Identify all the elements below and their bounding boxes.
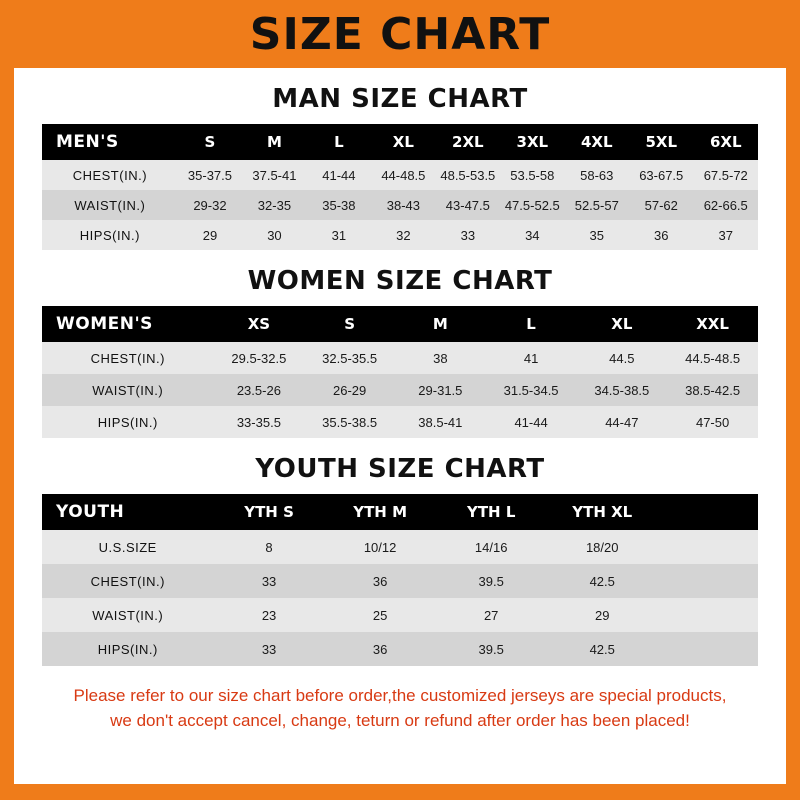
women-r0-c2: 38 [395, 342, 486, 374]
man-r2-c7: 36 [629, 220, 693, 250]
section-women [42, 266, 758, 438]
women-r1-c3: 31.5-34.5 [486, 374, 577, 406]
man-r0-c6: 58-63 [565, 160, 629, 190]
table-row [42, 406, 758, 438]
footer-note-line-1: Please refer to our size chart before order,the customized jerseys are special products, [73, 686, 727, 705]
women-col-0: XS [214, 306, 305, 342]
youth-row-1-label: CHEST(IN.) [42, 564, 214, 598]
women-col-3: L [486, 306, 577, 342]
youth-table-body [42, 530, 758, 666]
content-area [14, 84, 786, 733]
table-row [42, 598, 758, 632]
youth-row-3-label: HIPS(IN.) [42, 632, 214, 666]
women-table-body [42, 342, 758, 438]
youth-col-3: YTH XL [547, 494, 658, 530]
table-row [42, 220, 758, 250]
man-table-head [42, 124, 758, 160]
man-size-table [42, 124, 758, 250]
man-r1-c4: 43-47.5 [436, 190, 500, 220]
women-r2-c3: 41-44 [486, 406, 577, 438]
women-row-2-label: HIPS(IN.) [42, 406, 214, 438]
women-col-2: M [395, 306, 486, 342]
table-row [42, 632, 758, 666]
man-r1-c6: 52.5-57 [565, 190, 629, 220]
man-r1-c3: 38-43 [371, 190, 435, 220]
youth-r3-c1: 36 [325, 632, 436, 666]
women-r1-c4: 34.5-38.5 [576, 374, 667, 406]
man-col-1: M [242, 124, 306, 160]
table-row [42, 342, 758, 374]
youth-table-head [42, 494, 758, 530]
man-r0-c4: 48.5-53.5 [436, 160, 500, 190]
youth-r1-c0: 33 [214, 564, 325, 598]
man-r0-c3: 44-48.5 [371, 160, 435, 190]
youth-col-0: YTH S [214, 494, 325, 530]
section-title-man: MAN SIZE CHART [272, 84, 528, 114]
women-r0-c0: 29.5-32.5 [214, 342, 305, 374]
man-r2-c5: 34 [500, 220, 564, 250]
footer-note [42, 684, 758, 733]
table-row [42, 530, 758, 564]
header-bar [0, 0, 800, 68]
man-r1-c2: 35-38 [307, 190, 371, 220]
women-row-1-label: WAIST(IN.) [42, 374, 214, 406]
man-r1-c8: 62-66.5 [693, 190, 758, 220]
man-col-0: S [178, 124, 242, 160]
man-r1-c7: 57-62 [629, 190, 693, 220]
man-r2-c6: 35 [565, 220, 629, 250]
youth-r0-c2: 14/16 [436, 530, 547, 564]
section-title-women: WOMEN SIZE CHART [247, 266, 553, 296]
youth-r1-c2: 39.5 [436, 564, 547, 598]
table-row [42, 190, 758, 220]
women-header-label: WOMEN'S [42, 306, 214, 342]
youth-r2-c3: 29 [547, 598, 658, 632]
youth-r0-c1: 10/12 [325, 530, 436, 564]
man-r2-c1: 30 [242, 220, 306, 250]
women-r2-c1: 35.5-38.5 [304, 406, 395, 438]
youth-col-1: YTH M [325, 494, 436, 530]
man-col-8: 6XL [693, 124, 758, 160]
youth-r0-c4 [658, 530, 758, 564]
man-r2-c0: 29 [178, 220, 242, 250]
women-row-0-label: CHEST(IN.) [42, 342, 214, 374]
women-r1-c2: 29-31.5 [395, 374, 486, 406]
table-header-row [42, 494, 758, 530]
man-r0-c5: 53.5-58 [500, 160, 564, 190]
youth-r1-c4 [658, 564, 758, 598]
women-col-1: S [304, 306, 395, 342]
man-col-4: 2XL [436, 124, 500, 160]
women-r2-c2: 38.5-41 [395, 406, 486, 438]
youth-r0-c0: 8 [214, 530, 325, 564]
table-row [42, 564, 758, 598]
man-r2-c8: 37 [693, 220, 758, 250]
man-row-1-label: WAIST(IN.) [42, 190, 178, 220]
man-col-3: XL [371, 124, 435, 160]
youth-row-0-label: U.S.SIZE [42, 530, 214, 564]
youth-r2-c2: 27 [436, 598, 547, 632]
women-r1-c0: 23.5-26 [214, 374, 305, 406]
table-row [42, 160, 758, 190]
youth-size-table [42, 494, 758, 666]
footer-bar [0, 784, 800, 800]
women-r0-c1: 32.5-35.5 [304, 342, 395, 374]
youth-r3-c2: 39.5 [436, 632, 547, 666]
table-header-row [42, 306, 758, 342]
youth-col-2: YTH L [436, 494, 547, 530]
man-header-label: MEN'S [42, 124, 178, 160]
man-r1-c5: 47.5-52.5 [500, 190, 564, 220]
man-r0-c1: 37.5-41 [242, 160, 306, 190]
women-r1-c1: 26-29 [304, 374, 395, 406]
man-row-2-label: HIPS(IN.) [42, 220, 178, 250]
women-r0-c5: 44.5-48.5 [667, 342, 758, 374]
women-col-4: XL [576, 306, 667, 342]
man-r1-c0: 29-32 [178, 190, 242, 220]
section-youth [42, 454, 758, 666]
women-size-table [42, 306, 758, 438]
women-r1-c5: 38.5-42.5 [667, 374, 758, 406]
youth-r3-c0: 33 [214, 632, 325, 666]
section-man [42, 84, 758, 250]
man-table-body [42, 160, 758, 250]
youth-r3-c3: 42.5 [547, 632, 658, 666]
youth-r1-c3: 42.5 [547, 564, 658, 598]
youth-r0-c3: 18/20 [547, 530, 658, 564]
man-r2-c4: 33 [436, 220, 500, 250]
page-title: SIZE CHART [249, 8, 551, 60]
man-r0-c7: 63-67.5 [629, 160, 693, 190]
women-table-head [42, 306, 758, 342]
youth-r2-c0: 23 [214, 598, 325, 632]
section-title-youth: YOUTH SIZE CHART [255, 454, 545, 484]
man-row-0-label: CHEST(IN.) [42, 160, 178, 190]
man-col-6: 4XL [565, 124, 629, 160]
women-r2-c4: 44-47 [576, 406, 667, 438]
footer-note-line-2: we don't accept cancel, change, teturn or refund after order has been placed! [110, 710, 690, 730]
man-r0-c0: 35-37.5 [178, 160, 242, 190]
table-header-row [42, 124, 758, 160]
man-r0-c2: 41-44 [307, 160, 371, 190]
women-r0-c4: 44.5 [576, 342, 667, 374]
man-col-2: L [307, 124, 371, 160]
man-r1-c1: 32-35 [242, 190, 306, 220]
man-r0-c8: 67.5-72 [693, 160, 758, 190]
table-row [42, 374, 758, 406]
youth-r3-c4 [658, 632, 758, 666]
man-r2-c3: 32 [371, 220, 435, 250]
youth-row-2-label: WAIST(IN.) [42, 598, 214, 632]
man-col-5: 3XL [500, 124, 564, 160]
youth-r2-c1: 25 [325, 598, 436, 632]
youth-r2-c4 [658, 598, 758, 632]
man-col-7: 5XL [629, 124, 693, 160]
women-r2-c5: 47-50 [667, 406, 758, 438]
youth-header-label: YOUTH [42, 494, 214, 530]
women-r0-c3: 41 [486, 342, 577, 374]
man-r2-c2: 31 [307, 220, 371, 250]
youth-col-4 [658, 494, 758, 530]
women-col-5: XXL [667, 306, 758, 342]
women-r2-c0: 33-35.5 [214, 406, 305, 438]
youth-r1-c1: 36 [325, 564, 436, 598]
